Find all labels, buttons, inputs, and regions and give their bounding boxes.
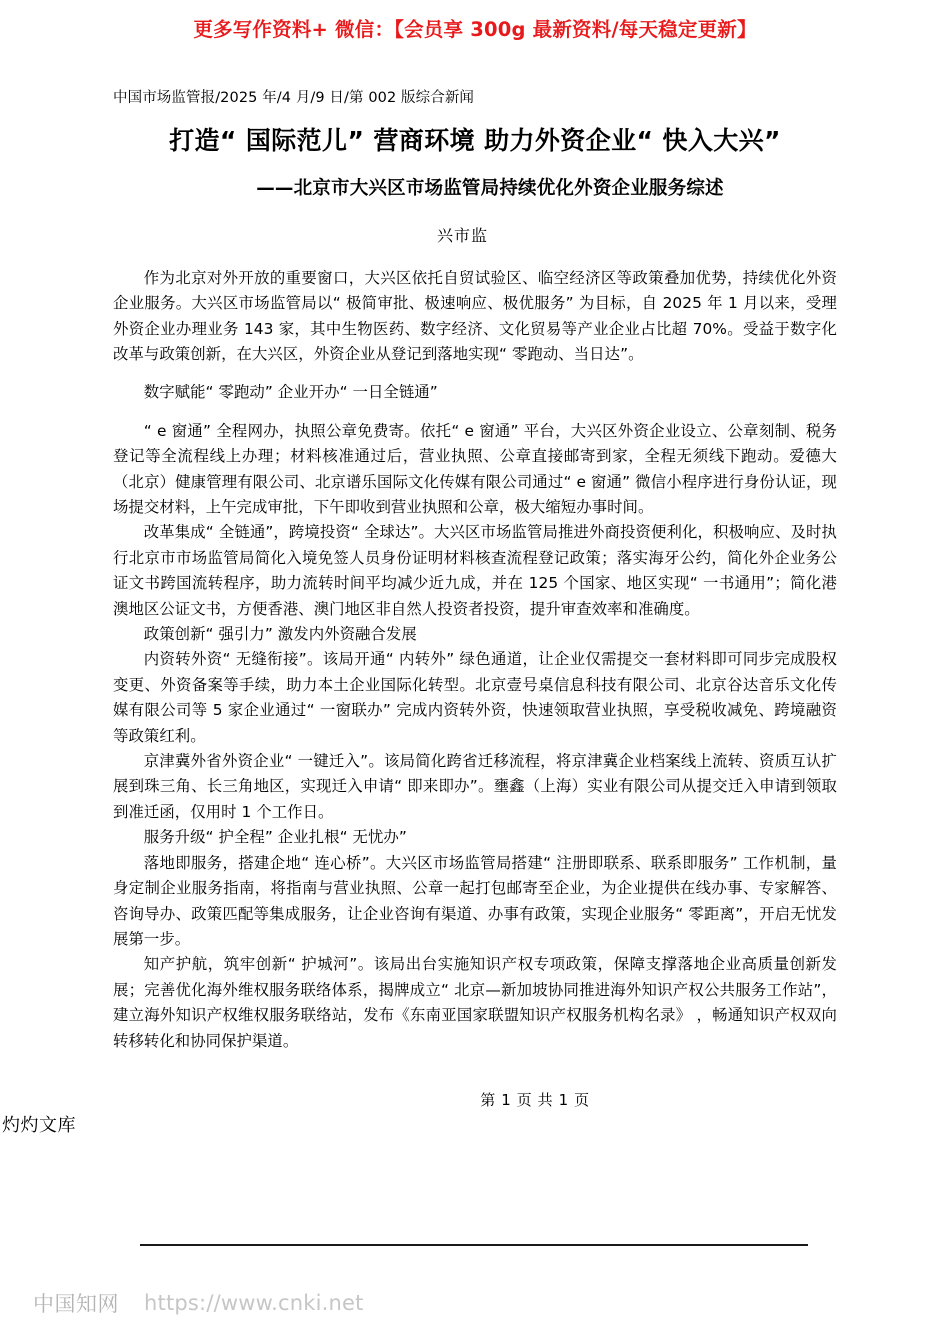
body-paragraph: 内资转外资“ 无缝衔接”。该局开通“ 内转外” 绿色通道，让企业仅需提交一套材料即可同步完成股权变更、外资备案等手续，助力本土企业国际化转型。北京壹号桌信息科技有限公司、北京谷达音乐文化传媒有限公司等 5 家企业通过“ 一窗联办” 完成内资转外资，快速领取营业执照，享受税收减免、跨境融资等政策红利。	[113, 650, 837, 745]
body-paragraph: 作为北京对外开放的重要窗口，大兴区依托自贸试验区、临空经济区等政策叠加优势，持续优化外资企业服务。大兴区市场监管局以“ 极简审批、极速响应、极优服务” 为目标，自 2025 年 1 月以来，受理外资企业办理业务 143 家，其中生物医药、数字经济、文化贸易等产业企业占比超 70%。受益于数字化改革与政策创新，在大兴区，外资企业从登记到落地实现“ 零跑动、当日达”。	[113, 268, 837, 363]
body-paragraph: “ e 窗通” 全程网办，执照公章免费寄。依托“ e 窗通” 平台，大兴区外资企业设立、公章刻制、税务登记等全流程线上办理；材料核准通过后，营业执照、公章直接邮寄到家，全程无须线下跑动。爱德大（北京）健康管理有限公司、北京谱乐国际文化传媒有限公司通过“ e 窗通” 微信小程序进行身份认证，现场提交材料，上午完成审批，下午即收到营业执照和公章，极大缩短办事时间。	[113, 421, 837, 516]
cnki-footer	[33, 1288, 364, 1318]
article-body	[113, 266, 837, 1054]
document-sheet	[113, 88, 837, 1054]
cnki-brand-label: 中国知网	[33, 1292, 119, 1316]
source-citation-line: 中国市场监管报/2025 年/4 月/9 日/第 002 版综合新闻	[113, 90, 475, 106]
body-paragraph: 改革集成“ 全链通”，跨境投资“ 全球达”。大兴区市场监管局推进外商投资便利化，积极响应、及时执行北京市市场监管局简化入境免签人员身份证明材料核查流程登记政策；落实海牙公约，简化外企业务公证文书跨国流转程序，助力流转时间平均减少近九成，并在 125 个国家、地区实现“ 一书通用”；简化港澳地区公证文书，方便香港、澳门地区非自然人投资者投资，提升审查效率和准确度。	[113, 523, 837, 618]
article-subheadline: ——北京市大兴区市场监管局持续优化外资企业服务综述	[256, 177, 724, 199]
body-subheading: 服务升级“ 护全程” 企业扎根“ 无忧办”	[143, 828, 407, 847]
body-paragraph: 落地即服务，搭建企地“ 连心桥”。大兴区市场监管局搭建“ 注册即联系、联系即服务” 工作机制，量身定制企业服务指南，将指南与营业执照、公章一起打包邮寄至企业，为企业提供在线办事、专家解答、咨询导办、政策匹配等集成服务，让企业咨询有渠道、办事有政策，实现企业服务“ 零距离”，开启无忧发展第一步。	[113, 853, 837, 948]
cnki-url-label: https://www.cnki.net	[144, 1291, 364, 1315]
footer-divider	[140, 1244, 808, 1246]
body-paragraph: 京津冀外省外资企业“ 一键迁入”。该局简化跨省迁移流程，将京津冀企业档案线上流转、资质互认扩展到珠三角、长三角地区，实现迁入申请“ 即来即办”。壅鑫（上海）实业有限公司从提交迁入申请到领取到准迁函，仅用时 1 个工作日。	[113, 752, 837, 821]
page-count-label: 第 1 页 共 1 页	[480, 1091, 590, 1109]
body-subheading: 数字赋能“ 零跑动” 企业开办“ 一日全链通”	[143, 383, 438, 402]
body-subheading: 政策创新“ 强引力” 激发内外资融合发展	[143, 625, 417, 644]
article-headline: 打造“ 国际范儿” 营商环境 助力外资企业“ 快入大兴”	[169, 126, 781, 155]
body-paragraph: 知产护航，筑牢创新“ 护城河”。该局出台实施知识产权专项政策，保障支撑落地企业高质量创新发展；完善优化海外维权服务联络体系，揭牌成立“ 北京—新加坡协同推进海外知识产权公共服务工作站”，建立海外知识产权维权服务联络站，发布《东南亚国家联盟知识产权服务机构名录》 ，畅通知识产权双向转移转化和协同保护渠道。	[113, 955, 837, 1050]
article-byline: 兴市监	[436, 225, 488, 245]
promo-banner-text: 更多写作资料+ 微信：【会员享 300g 最新资料/每天稳定更新】	[193, 18, 757, 41]
watermark-label: 灼灼文库	[2, 1115, 76, 1136]
